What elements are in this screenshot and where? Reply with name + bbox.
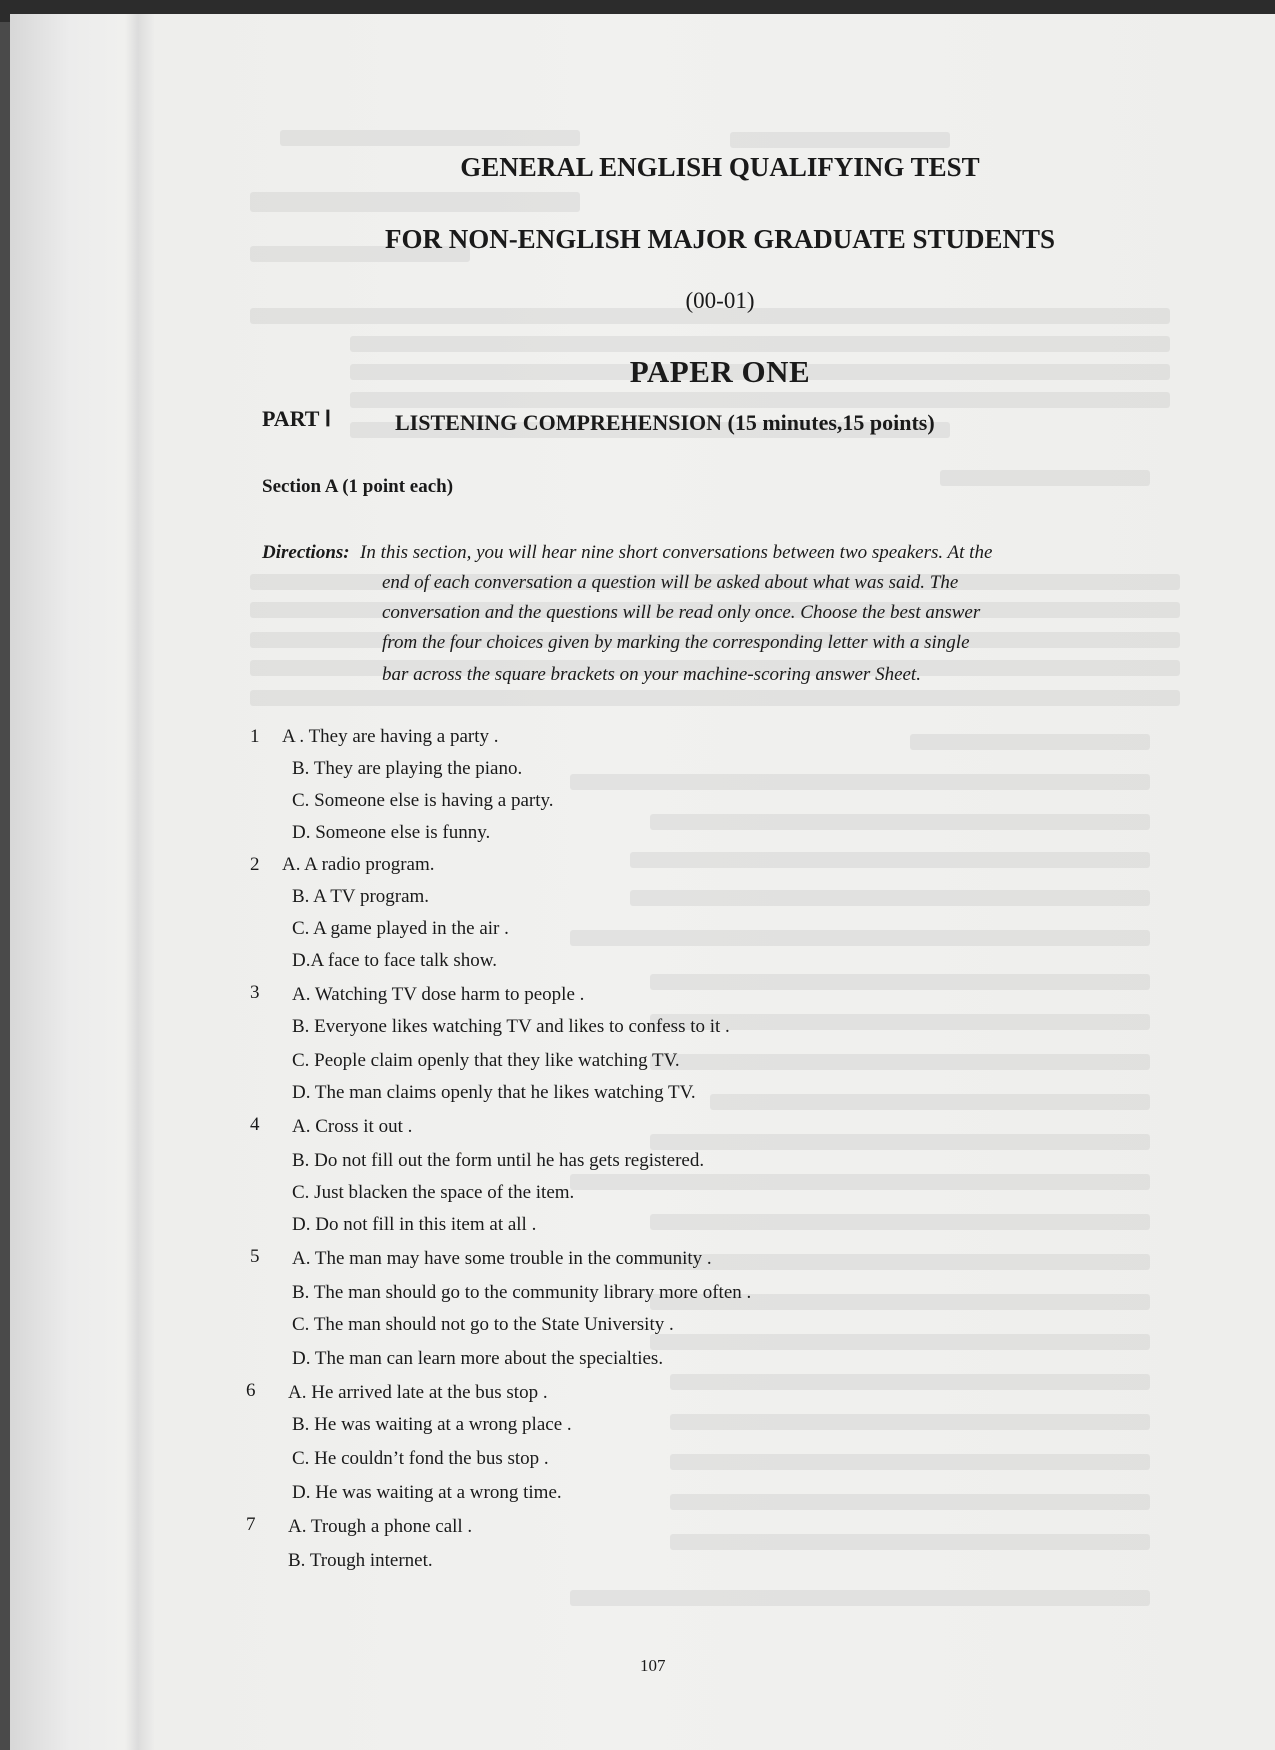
directions-line: bar across the square brackets on your machine-scoring answer Sheet.	[382, 664, 921, 685]
paper-heading: PAPER ONE	[629, 354, 811, 389]
answer-option: A. He arrived late at the bus stop .	[288, 1382, 548, 1403]
directions-line: In this section, you will hear nine short conversations between two speakers. At the	[360, 542, 993, 563]
test-subtitle: FOR NON-ENGLISH MAJOR GRADUATE STUDENTS	[384, 224, 1056, 254]
answer-option: B. He was waiting at a wrong place .	[292, 1414, 572, 1435]
directions-line: conversation and the questions will be read only once. Choose the best answer	[382, 602, 981, 623]
part-label: PART Ⅰ	[262, 406, 332, 431]
test-code: (00-01)	[685, 288, 755, 313]
answer-option: B. They are playing the piano.	[292, 758, 523, 779]
answer-option: D. Someone else is funny.	[292, 822, 491, 843]
document-page	[10, 14, 1275, 1750]
bleed-through-shadow	[10, 14, 1275, 1750]
question-number: 2	[250, 854, 260, 875]
test-title: GENERAL ENGLISH QUALIFYING TEST	[460, 152, 980, 182]
answer-option: C. Someone else is having a party.	[292, 790, 554, 811]
directions-line: end of each conversation a question will be asked about what was said. The	[382, 572, 959, 593]
question-number: 7	[246, 1514, 256, 1535]
page-number: 107	[640, 1656, 666, 1675]
answer-option: B. Trough internet.	[288, 1550, 433, 1571]
answer-option: C. People claim openly that they like watching TV.	[292, 1050, 680, 1071]
answer-option: A. Trough a phone call .	[288, 1516, 473, 1537]
answer-option: B. Do not fill out the form until he has gets registered.	[292, 1150, 705, 1171]
answer-option: A . They are having a party .	[282, 726, 499, 747]
directions-label: Directions:	[262, 542, 350, 563]
section-heading: Section A (1 point each)	[262, 476, 454, 497]
answer-option: C. Just blacken the space of the item.	[292, 1182, 575, 1203]
question-number: 1	[250, 726, 260, 747]
question-number: 6	[246, 1380, 256, 1401]
answer-option: A. The man may have some trouble in the community .	[292, 1248, 712, 1269]
answer-option: A. Cross it out .	[292, 1116, 413, 1137]
answer-option: A. Watching TV dose harm to people .	[292, 984, 585, 1005]
answer-option: D. The man claims openly that he likes watching TV.	[292, 1082, 696, 1103]
question-number: 4	[250, 1114, 260, 1135]
directions-line: from the four choices given by marking the corresponding letter with a single	[382, 632, 970, 653]
answer-option: D.A face to face talk show.	[292, 950, 498, 971]
answer-option: B. A TV program.	[292, 886, 430, 907]
answer-option: D. The man can learn more about the specialties.	[292, 1348, 664, 1369]
answer-option: A. A radio program.	[282, 854, 435, 875]
answer-option: B. The man should go to the community library more often .	[292, 1282, 752, 1303]
answer-option: D. Do not fill in this item at all .	[292, 1214, 537, 1235]
answer-option: C. The man should not go to the State University .	[292, 1314, 674, 1335]
answer-option: C. He couldn’t fond the bus stop .	[292, 1448, 549, 1469]
answer-option: B. Everyone likes watching TV and likes to confess to it .	[292, 1016, 730, 1037]
answer-option: C. A game played in the air .	[292, 918, 509, 939]
question-number: 3	[250, 982, 260, 1003]
question-number: 5	[250, 1246, 260, 1267]
part-title: LISTENING COMPREHENSION (15 minutes,15 points)	[395, 410, 935, 435]
answer-option: D. He was waiting at a wrong time.	[292, 1482, 562, 1503]
